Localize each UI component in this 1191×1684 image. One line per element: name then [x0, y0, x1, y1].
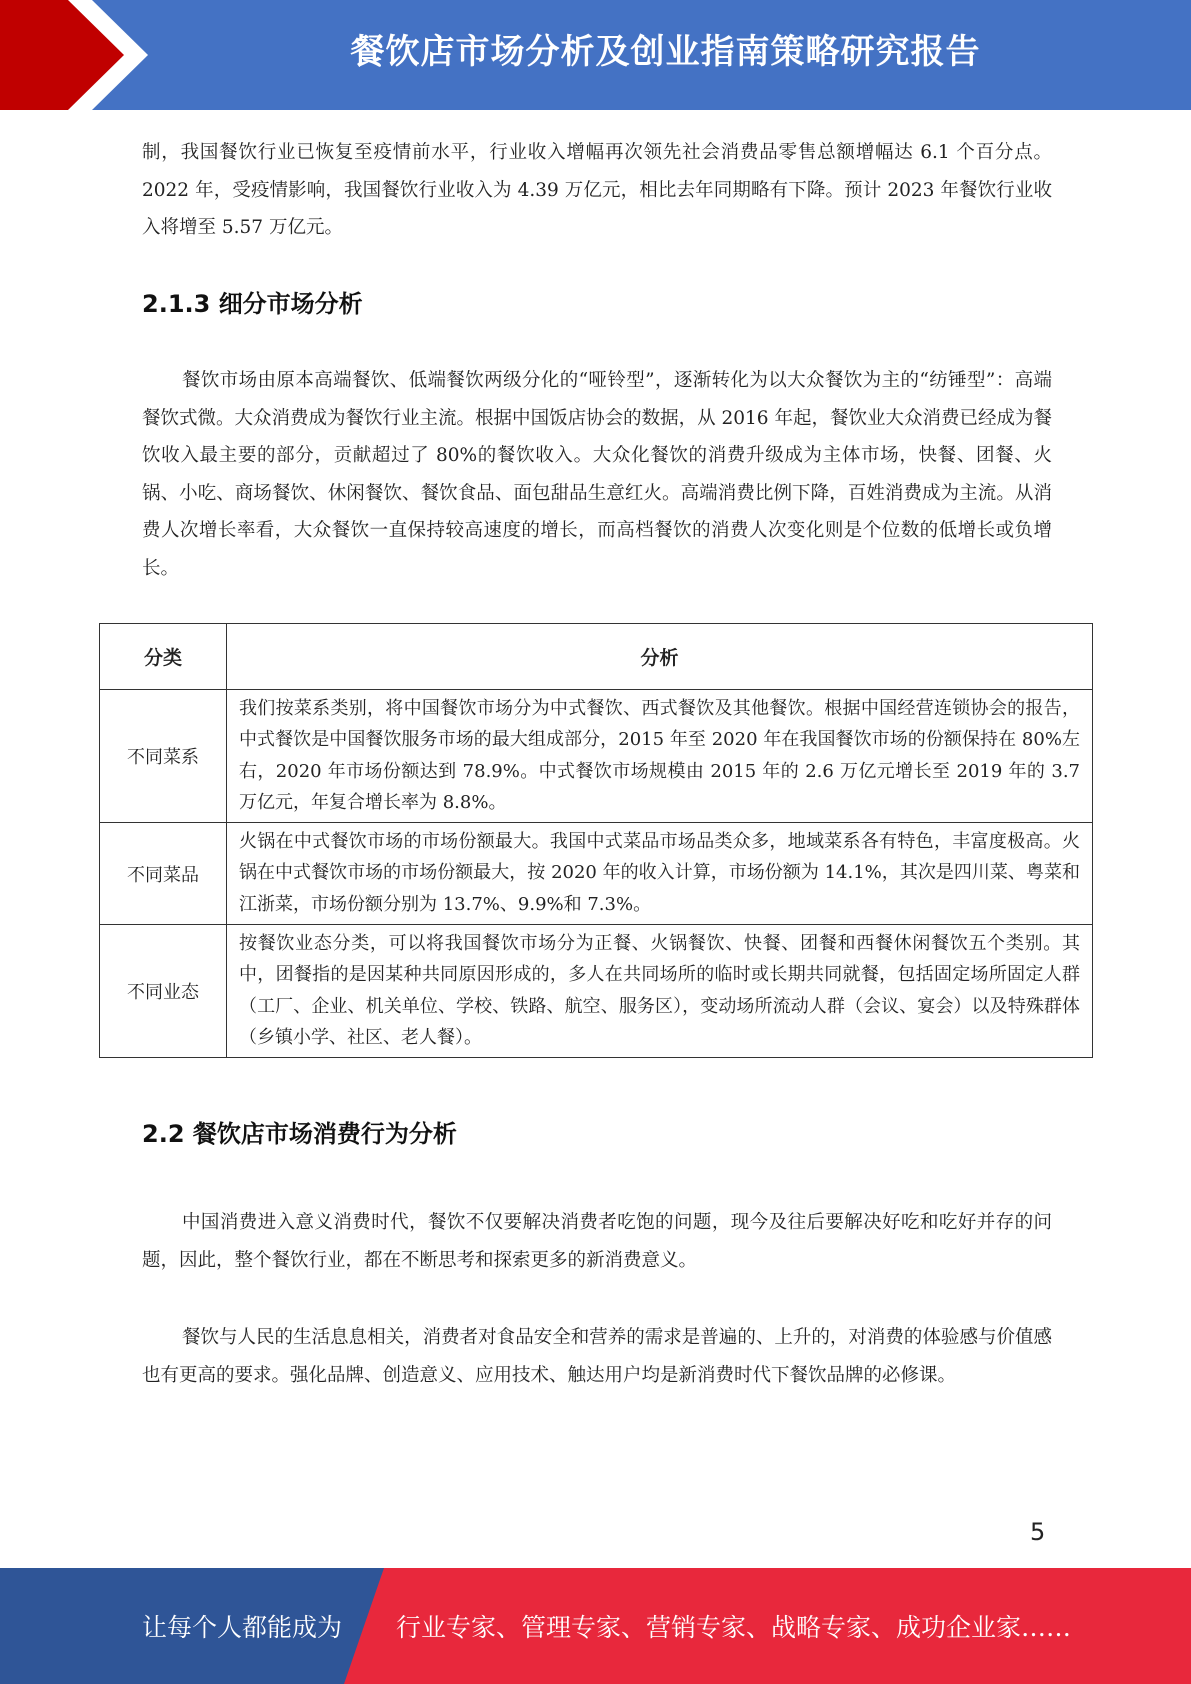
- section-heading-2-1-3: 2.1.3 细分市场分析: [142, 290, 363, 318]
- table-cell-category: 不同菜品: [100, 823, 227, 925]
- section-2-1-3-paragraph: 餐饮市场由原本高端餐饮、低端餐饮两级分化的“哑铃型”，逐渐转化为以大众餐饮为主的“纺锤型”：高端餐饮式微。大众消费成为餐饮行业主流。根据中国饭店协会的数据，从 2016 年起，餐饮业大众消费已经成为餐饮收入最主要的部分，贡献超过了 80%的餐饮收入。大众化餐饮的消费升级成为主体市场，快餐、团餐、火锅、小吃、商场餐饮、休闲餐饮、餐饮食品、面包甜品生意红火。高端消费比例下降，百姓消费成为主流。从消费人次增长率看，大众餐饮一直保持较高速度的增长，而高档餐饮的消费人次变化则是个位数的低增长或负增长。: [142, 370, 1052, 579]
- section-2-2-paragraph: 餐饮与人民的生活息息相关，消费者对食品安全和营养的需求是普遍的、上升的，对消费的体验感与价值感也有更高的要求。强化品牌、创造意义、应用技术、触达用户均是新消费时代下餐饮品牌的必修课。: [142, 1327, 1052, 1386]
- section-2-2-paragraph: 中国消费进入意义消费时代，餐饮不仅要解决消费者吃饱的问题，现今及往后要解决好吃和吃好并存的问题，因此，整个餐饮行业，都在不断思考和探索更多的新消费意义。: [142, 1212, 1052, 1271]
- table-cell-category: 不同菜系: [100, 690, 227, 823]
- page-number: 5: [1030, 1518, 1046, 1546]
- table-cell-analysis: 我们按菜系类别，将中国餐饮市场分为中式餐饮、西式餐饮及其他餐饮。根据中国经营连锁协会的报告，中式餐饮是中国餐饮服务市场的最大组成部分，2015 年至 2020 年在我国餐饮市场的份额保持在 80%左右，2020 年市场份额达到 78.9%。中式餐饮市场规模由 2015 年的 2.6 万亿元增长至 2019 年的 3.7 万亿元，年复合增长率为 8.8%。: [227, 690, 1093, 823]
- table-header-row: [100, 624, 1093, 690]
- table-cell-analysis: 火锅在中式餐饮市场的市场份额最大。我国中式菜品市场品类众多，地域菜系各有特色，丰富度极高。火锅在中式餐饮市场的市场份额最大，按 2020 年的收入计算，市场份额为 14.1%，其次是四川菜、粤菜和江浙菜，市场份额分别为 13.7%、9.9%和 7.3%。: [227, 823, 1093, 925]
- table-header-category: 分类: [100, 624, 227, 690]
- footer-slogan-left: 让每个人都能成为: [142, 1613, 343, 1642]
- red-chevron-flag-icon: [0, 0, 150, 110]
- table-row: [100, 690, 1093, 823]
- page-header: [0, 0, 1191, 110]
- intro-paragraph: 制，我国餐饮行业已恢复至疫情前水平，行业收入增幅再次领先社会消费品零售总额增幅达 6.1 个百分点。2022 年，受疫情影响，我国餐饮行业收入为 4.39 万亿元，相比去年同期略有下降。预计 2023 年餐饮行业收入将增至 5.57 万亿元。: [142, 142, 1052, 238]
- table-header-analysis: 分析: [227, 624, 1093, 690]
- table-row: [100, 823, 1093, 925]
- table-cell-category: 不同业态: [100, 925, 227, 1058]
- page-footer: [0, 1568, 1191, 1684]
- section-heading-2-2: 2.2 餐饮店市场消费行为分析: [142, 1120, 457, 1148]
- market-segment-table: [99, 623, 1093, 1058]
- table-cell-analysis: 按餐饮业态分类，可以将我国餐饮市场分为正餐、火锅餐饮、快餐、团餐和西餐休闲餐饮五个类别。其中，团餐指的是因某种共同原因形成的，多人在共同场所的临时或长期共同就餐，包括固定场所固定人群（工厂、企业、机关单位、学校、铁路、航空、服务区），变动场所流动人群（会议、宴会）以及特殊群体（乡镇小学、社区、老人餐）。: [227, 925, 1093, 1058]
- table-row: [100, 925, 1093, 1058]
- footer-slogan-right: 行业专家、管理专家、营销专家、战略专家、成功企业家……: [396, 1613, 1072, 1642]
- report-title: 餐饮店市场分析及创业指南策略研究报告: [350, 32, 981, 72]
